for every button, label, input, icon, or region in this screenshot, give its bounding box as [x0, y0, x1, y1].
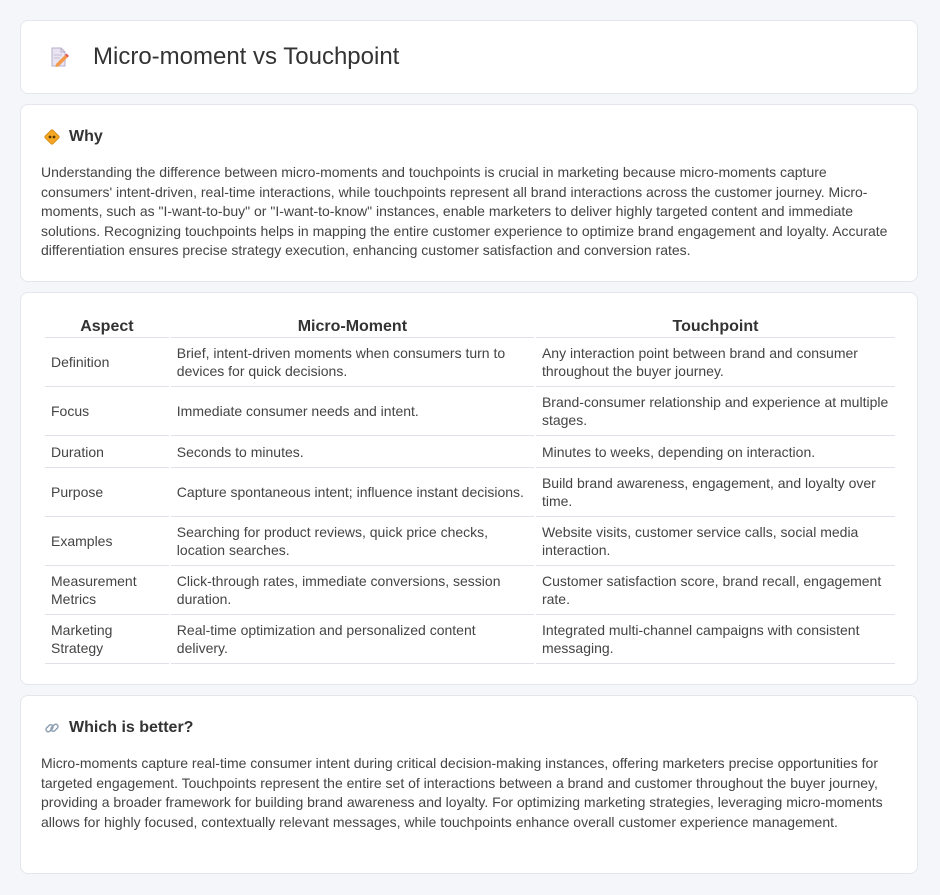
- why-header: [21, 105, 917, 147]
- touchpoint-cell: Website visits, customer service calls, social media interaction.: [536, 517, 895, 566]
- road-sign-icon: [43, 128, 61, 146]
- micro-moment-cell: Brief, intent-driven moments when consumers turn to devices for quick decisions.: [171, 338, 534, 387]
- comparison-table: [43, 317, 897, 664]
- aspect-cell: Focus: [45, 387, 169, 436]
- table-row: [45, 468, 895, 517]
- table-row: [45, 566, 895, 615]
- page-title: Micro-moment vs Touchpoint: [93, 43, 400, 70]
- document-edit-icon: [47, 45, 71, 69]
- which-is-better-card: [20, 695, 918, 874]
- touchpoint-cell: Brand-consumer relationship and experience at multiple stages.: [536, 387, 895, 436]
- table-row: [45, 436, 895, 468]
- aspect-cell: Marketing Strategy: [45, 615, 169, 664]
- touchpoint-cell: Integrated multi-channel campaigns with consistent messaging.: [536, 615, 895, 664]
- micro-moment-cell: Seconds to minutes.: [171, 436, 534, 468]
- link-icon: [43, 719, 61, 737]
- aspect-cell: Measurement Metrics: [45, 566, 169, 615]
- touchpoint-cell: Any interaction point between brand and consumer throughout the buyer journey.: [536, 338, 895, 387]
- better-header: [21, 696, 917, 738]
- table-row: [45, 387, 895, 436]
- table-header-row: [45, 317, 895, 338]
- header-micro-moment: Micro-Moment: [171, 317, 534, 338]
- aspect-cell: Duration: [45, 436, 169, 468]
- better-text: Micro-moments capture real-time consumer intent during critical decision-making instances, offering marketers precise opportunities for targeted engagement. Touchpoints represent the entire set of interactions between a brand and customer throughout the buyer journey, providing a broader framework for building brand awareness and loyalty. For optimizing marketing strategies, leveraging micro-moments allows for highly focused, contextually relevant messages, while touchpoints enhance overall customer experience management.: [41, 755, 883, 830]
- aspect-cell: Examples: [45, 517, 169, 566]
- touchpoint-cell: Build brand awareness, engagement, and loyalty over time.: [536, 468, 895, 517]
- why-text: Understanding the difference between micro-moments and touchpoints is crucial in marketing because micro-moments capture consumers' intent-driven, real-time interactions, while touchpoints represent all brand interactions across the customer journey. Micro-moments, such as "I-want-to-buy" or "I-want-to-know" instances, enable marketers to deliver highly targeted content and immediate solutions. Recognizing touchpoints helps in mapping the entire customer experience to optimize brand engagement and loyalty. Accurate differentiation ensures precise strategy execution, enhancing customer satisfaction and conversion rates.: [41, 164, 888, 258]
- table-row: [45, 338, 895, 387]
- table-row: [45, 517, 895, 566]
- touchpoint-cell: Minutes to weeks, depending on interaction.: [536, 436, 895, 468]
- better-heading: Which is better?: [69, 719, 194, 736]
- aspect-cell: Definition: [45, 338, 169, 387]
- why-heading: Why: [69, 128, 103, 145]
- table-row: [45, 615, 895, 664]
- why-card: [20, 104, 918, 282]
- micro-moment-cell: Capture spontaneous intent; influence instant decisions.: [171, 468, 534, 517]
- header-touchpoint: Touchpoint: [536, 317, 895, 338]
- micro-moment-cell: Immediate consumer needs and intent.: [171, 387, 534, 436]
- micro-moment-cell: Click-through rates, immediate conversions, session duration.: [171, 566, 534, 615]
- header-aspect: Aspect: [45, 317, 169, 338]
- touchpoint-cell: Customer satisfaction score, brand recall, engagement rate.: [536, 566, 895, 615]
- comparison-card: [20, 292, 918, 685]
- title-card: [20, 20, 918, 94]
- micro-moment-cell: Searching for product reviews, quick price checks, location searches.: [171, 517, 534, 566]
- micro-moment-cell: Real-time optimization and personalized content delivery.: [171, 615, 534, 664]
- aspect-cell: Purpose: [45, 468, 169, 517]
